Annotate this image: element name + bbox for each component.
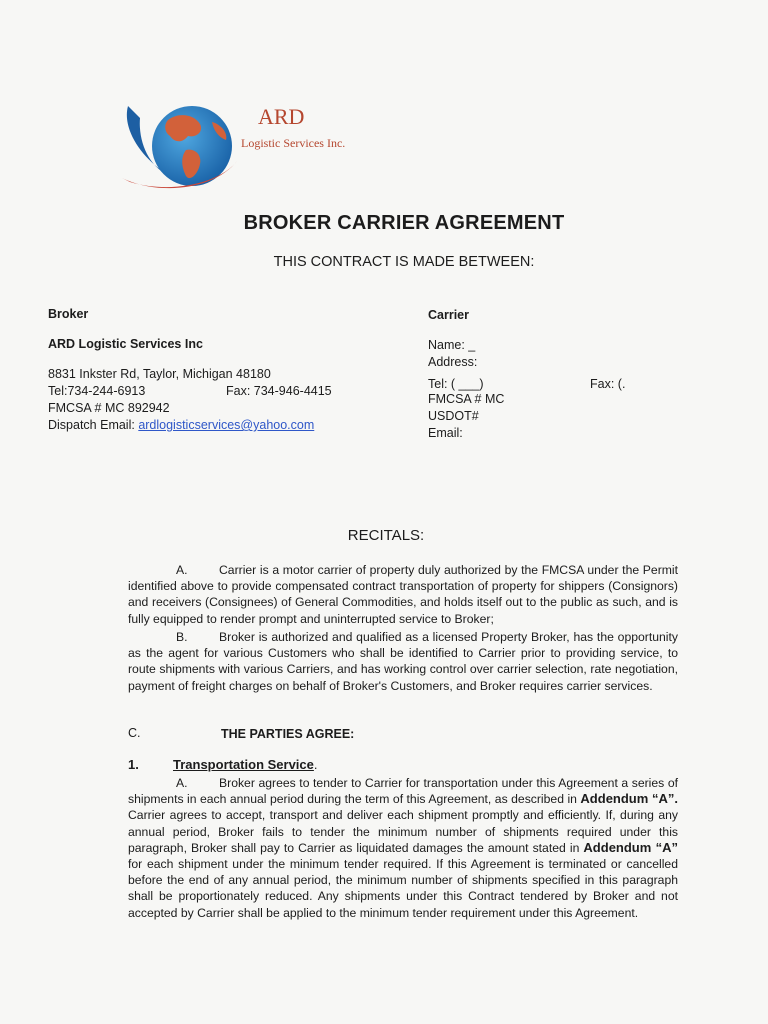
section-1-a-text-2: Carrier agrees to accept, transport and deliver each shipment promptly and efficiently. If, during any annual period, Broker fails to tender the minimum number of shipments required under this paragraph, Broker shall pay to Carrier as liquidated damages the amount stated in — [128, 808, 678, 855]
section-1-number: 1. — [128, 757, 139, 772]
document-subtitle: THIS CONTRACT IS MADE BETWEEN: — [273, 254, 535, 270]
section-1-title-end: . — [313, 757, 318, 772]
carrier-usdot: USDOT# — [428, 409, 479, 423]
carrier-address: Address: — [428, 355, 478, 369]
document-title: BROKER CARRIER AGREEMENT — [243, 212, 565, 234]
broker-fax: Fax: 734-946-4415 — [226, 384, 332, 398]
dispatch-email-link[interactable]: ardlogisticservices@yahoo.com — [138, 418, 315, 432]
broker-fmcsa: FMCSA # MC 892942 — [48, 401, 170, 415]
carrier-fax: Fax: (. — [590, 377, 626, 391]
section-1-title — [173, 757, 318, 772]
recital-a — [128, 562, 678, 627]
carrier-heading: Carrier — [428, 308, 469, 322]
broker-company: ARD Logistic Services Inc — [48, 337, 203, 351]
recital-b-marker: B. — [176, 630, 188, 644]
broker-heading: Broker — [48, 307, 89, 321]
recital-a-text: Carrier is a motor carrier of property duly authorized by the FMCSA under the Permit identified above to provide compensated contract transportation of property for shippers (Consignors) and receivers (Consignees) of General Commodities, and holds itself out to the public as such, and is fully equipped to render prompt and uninterrupted service to Broker; — [128, 563, 678, 626]
recital-b-text: Broker is authorized and qualified as a licensed Property Broker, has the opportunity as the agent for various Customers who shall be identified to Carrier prior to providing service, to route shipments with various Carriers, and has working control over carrier selection, rate negotiation, payment of freight charges on behalf of Broker's Customers, and Broker requires carrier services. — [128, 630, 678, 693]
recitals-heading: RECITALS: — [347, 527, 425, 544]
broker-dispatch — [48, 418, 314, 432]
carrier-tel: Tel: ( ___) — [428, 377, 484, 391]
recital-c-text: THE PARTIES AGREE: — [221, 727, 355, 741]
section-1-title-text: Transportation Service — [173, 757, 314, 772]
broker-address: 8831 Inkster Rd, Taylor, Michigan 48180 — [48, 367, 271, 381]
recital-b — [128, 629, 678, 694]
globe-icon — [120, 98, 240, 198]
logo-name: ARD — [258, 104, 305, 129]
broker-tel: Tel:734-244-6913 — [48, 384, 146, 398]
addendum-a-ref-1: Addendum “A”. — [580, 791, 679, 807]
dispatch-email-label: Dispatch Email: — [48, 418, 139, 432]
section-1-a-text-3: for each shipment under the minimum tender required. If this Agreement is terminated or cancelled before the end of any annual period, the minimum number of shipments specified in this paragraph shall be proportionately reduced. Any shipments under this Contract tendered by Broker and not accepted by Carrier shall be applied to the minimum tender requirement under this Agreement. — [128, 857, 678, 920]
section-1-a-marker: A. — [176, 776, 188, 790]
carrier-name: Name: _ — [428, 338, 476, 352]
company-logo — [120, 98, 360, 198]
carrier-fmcsa: FMCSA # MC — [428, 392, 505, 406]
addendum-a-ref-2: Addendum “A” — [583, 839, 678, 855]
carrier-email: Email: — [428, 426, 463, 440]
section-1-a — [128, 775, 678, 921]
logo-subtitle: Logistic Services Inc. — [241, 136, 346, 150]
recital-a-marker: A. — [176, 563, 188, 577]
recital-c-marker: C. — [128, 726, 141, 740]
section-1-a-text-1: Broker agrees to tender to Carrier for transportation under this Agreement a series of shipments in each annual period during the term of this Agreement, as described in — [128, 776, 678, 807]
